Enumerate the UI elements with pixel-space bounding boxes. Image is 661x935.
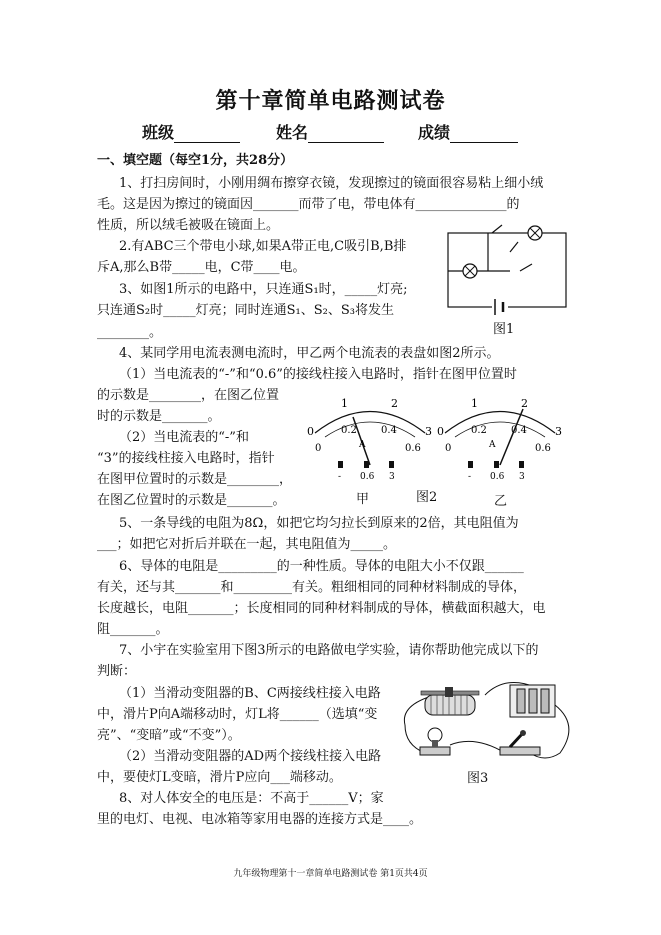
terminal-label-3: 3 (389, 472, 395, 482)
figure-3-label: 图3 (467, 771, 489, 786)
dial-inner-arc (455, 422, 545, 437)
knife-switch-icon (500, 730, 540, 755)
scale-inner-1: 0.2 (341, 425, 357, 436)
q2-line-1: 2.有ABC三个带电小球,如果A带正电,C吸引B,B排 (119, 239, 407, 254)
q6-line-1: 6、导体的电阻是_________的一种性质。导体的电阻大小不仅跟______ (119, 559, 524, 574)
terminal-label-neg: - (338, 472, 342, 482)
q7-line-6: （2）当滑动变阻器的AD两个接线柱接入电路 (119, 749, 382, 764)
score-blank[interactable] (450, 126, 518, 143)
switch-s2 (510, 242, 518, 252)
class-blank[interactable] (174, 126, 240, 143)
q1-line-2: 毛。这是因为擦过的镜面因_______而带了电，带电体有______________的 (97, 197, 520, 212)
rheostat-icon (421, 687, 479, 715)
q5-line-2: ___；如把它对折后并联在一起，其电阻值为_____。 (97, 537, 397, 552)
scale-inner-2: 0.4 (381, 425, 397, 436)
label-jia: 甲 (356, 492, 370, 507)
q7-line-1: 7、小宇在实验室用下图3所示的电路做电学实验，请你帮助他完成以下的 (119, 643, 539, 658)
q7-line-7: 中，要使灯L变暗，滑片P应向___端移动。 (97, 770, 342, 785)
scale-outer-2: 2 (521, 397, 528, 410)
class-field (142, 120, 240, 143)
terminal-06 (364, 461, 369, 468)
q3-line-1: 3、如图1所示的电路中，只连通S₁时，_____灯亮; (119, 282, 408, 297)
class-label: 班级 (142, 123, 175, 142)
scale-inner-3: 0.6 (405, 443, 421, 454)
q6-line-3: 长度越长，电阻_______；长度相同的同种材料制成的导体，横截面积越大，电 (97, 601, 546, 616)
name-label: 姓名 (276, 123, 309, 142)
unit-label: A (359, 440, 366, 450)
scale-outer-3: 3 (425, 425, 432, 438)
name-blank[interactable] (308, 126, 384, 143)
figure-1-label: 图1 (493, 322, 515, 337)
q4-line-7: 在图甲位置时的示数是________， (97, 472, 293, 487)
needle (500, 409, 523, 465)
terminal-neg (468, 461, 473, 468)
scale-inner-1: 0.2 (471, 425, 487, 436)
terminal-label-06: 0.6 (360, 472, 375, 482)
figure-3-apparatus (405, 665, 575, 765)
q8-line-2: 里的电灯、电视、电冰箱等家用电器的连接方式是____。 (97, 812, 423, 827)
q7-line-3: （1）当滑动变阻器的B、C两接线柱接入电路 (119, 686, 381, 701)
terminal-06 (494, 461, 499, 468)
figure-2-label: 图2 (416, 490, 438, 505)
q4-line-8: 在图乙位置时的示数是_______。 (97, 493, 286, 508)
battery-icon (492, 298, 508, 316)
q4-line-4: 时的示数是_______。 (97, 409, 221, 424)
terminal-3 (389, 461, 394, 468)
dial-inner-arc (325, 422, 415, 437)
label-yi: 乙 (494, 494, 508, 509)
bulb-icon (420, 728, 450, 755)
q7-line-4: 中，滑片P向A端移动时，灯L将______（选填“变 (97, 707, 378, 722)
q2-line-2: 斥A,那么B带_____电，C带____电。 (97, 260, 306, 275)
terminal-label-neg: - (468, 472, 472, 482)
figure-1-circuit (440, 228, 570, 318)
scale-outer-2: 2 (391, 397, 398, 410)
battery-box-icon (510, 685, 555, 717)
scale-outer-0: 0 (307, 425, 314, 438)
scale-inner-3: 0.6 (535, 443, 551, 454)
lamp-icon (528, 226, 542, 240)
scale-outer-0: 0 (437, 425, 444, 438)
q4-line-2: （1）当电流表的“-”和“0.6”的接线柱接入电路时，指针在图甲位置时 (119, 367, 517, 382)
q4-line-5: （2）当电流表的“-”和 (119, 430, 249, 445)
q6-line-4: 阻_______。 (97, 622, 169, 637)
scale-outer-1: 1 (341, 397, 348, 410)
scale-inner-2: 0.4 (511, 425, 527, 436)
scale-inner-0: 0 (445, 443, 452, 454)
q3-line-2: 只连通S₂时_____灯亮；同时连通S₁、S₂、S₃将发生 (97, 303, 394, 318)
lamp-icon (463, 264, 477, 278)
score-label: 成绩 (418, 123, 451, 142)
terminal-label-3: 3 (519, 472, 525, 482)
q4-line-1: 4、某同学用电流表测电流时，甲乙两个电流表的表盘如图2所示。 (119, 346, 500, 361)
q7-line-2: 判断： (97, 664, 137, 679)
q7-line-5: 亮”、“变暗”或“不变”）。 (97, 728, 241, 743)
q1-line-3: 性质，所以绒毛被吸在镜面上。 (97, 218, 280, 233)
ammeter-yi (435, 395, 565, 490)
q6-line-2: 有关，还与其_______和_________有关。粗细相同的同种材料制成的导体， (97, 580, 527, 595)
scale-outer-1: 1 (471, 397, 478, 410)
scale-inner-0: 0 (315, 443, 322, 454)
q4-line-3: 的示数是________，在图乙位置 (97, 388, 280, 403)
q1-line-1: 1、打扫房间时，小刚用绸布擦穿衣镜，发现擦过的镜面很容易粘上细小绒 (119, 176, 544, 191)
scale-outer-3: 3 (555, 425, 562, 438)
section-heading: 一、填空题（每空1分，共28分） (97, 153, 294, 168)
switch-s1 (492, 225, 502, 233)
switch-s3 (520, 264, 532, 271)
q8-line-1: 8、对人体安全的电压是：不高于______V；家 (119, 791, 384, 806)
terminal-label-06: 0.6 (490, 472, 505, 482)
name-field (276, 120, 384, 143)
terminal-3 (519, 461, 524, 468)
terminal-neg (338, 461, 343, 468)
page-title: 第十章简单电路测试卷 (215, 88, 446, 114)
q3-line-3: ________。 (97, 325, 163, 340)
ammeter-jia (305, 395, 435, 490)
page-footer: 九年级物理第十一章简单电路测试卷 第1页共4页 (233, 869, 428, 879)
q5-line-1: 5、一条导线的电阻为8Ω，如把它均匀拉长到原来的2倍，其电阻值为 (119, 516, 519, 531)
wire (450, 741, 505, 753)
q4-line-6: “3”的接线柱接入电路时，指针 (97, 451, 275, 466)
unit-label: A (489, 440, 496, 450)
score-field (418, 120, 518, 143)
